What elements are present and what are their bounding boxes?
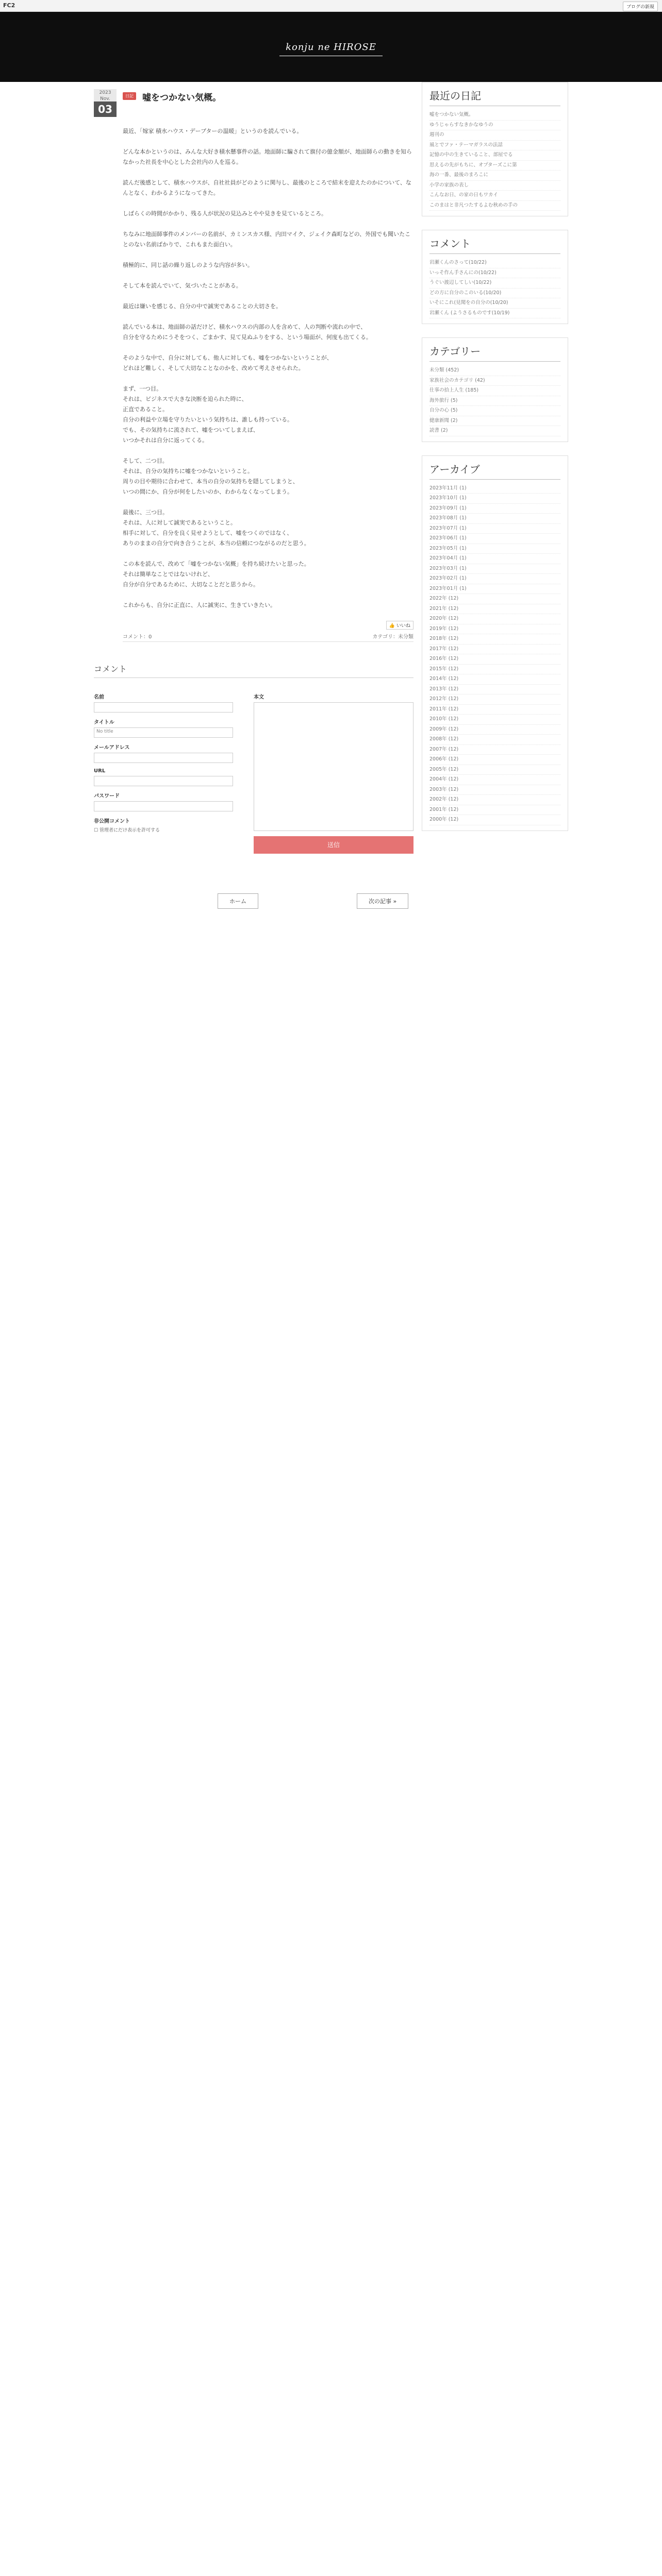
archive-link[interactable]: 2023年09月 (1): [429, 504, 560, 514]
archive-link[interactable]: 2017年 (12): [429, 645, 560, 655]
categories-widget: [422, 337, 568, 442]
comment-form-title: コメント: [94, 663, 413, 678]
post-date-month: Nov.: [100, 96, 110, 101]
archive-link[interactable]: 2023年04月 (1): [429, 554, 560, 564]
comments-title: コメント: [429, 235, 560, 254]
post-date-year: 2023: [99, 90, 111, 95]
archive-link[interactable]: 2006年 (12): [429, 755, 560, 765]
comments-widget: [422, 230, 568, 324]
archive-link[interactable]: 2014年 (12): [429, 674, 560, 685]
body-textarea[interactable]: [254, 702, 413, 831]
article-body: [123, 126, 413, 611]
post-header: [94, 89, 413, 121]
archive-link[interactable]: 2009年 (12): [429, 725, 560, 735]
archive-link[interactable]: 2023年10月 (1): [429, 494, 560, 504]
archive-link[interactable]: 2023年11月 (1): [429, 484, 560, 494]
archive-link[interactable]: 2000年 (12): [429, 815, 560, 825]
archive-link[interactable]: 2015年 (12): [429, 665, 560, 675]
recent-post-link[interactable]: 風とでファ・テーマガラスの法話: [429, 141, 560, 151]
archive-link[interactable]: 2008年 (12): [429, 735, 560, 745]
name-label: 名前: [94, 694, 104, 700]
secret-option-label: 管理者にだけ表示を許可する: [99, 828, 160, 833]
post-footer: [123, 621, 413, 642]
category-link[interactable]: 健康新聞 (2): [429, 416, 560, 427]
category-badge[interactable]: 日記: [123, 92, 136, 100]
url-label: URL: [94, 768, 106, 774]
archive-link[interactable]: 2019年 (12): [429, 624, 560, 635]
archive-link[interactable]: 2023年06月 (1): [429, 534, 560, 544]
recent-comment-link[interactable]: いっそ作ん手さんにの(10/22): [429, 268, 560, 279]
archive-link[interactable]: 2002年 (12): [429, 795, 560, 805]
paragraph: 積極的に、同じ話の繰り返しのような内容が多い。: [123, 262, 253, 268]
archive-link[interactable]: 2007年 (12): [429, 745, 560, 755]
archive-link[interactable]: 2003年 (12): [429, 785, 560, 795]
recent-comment-link[interactable]: いそにこれ(見聞をの自分の(10/20): [429, 298, 560, 309]
archive-link[interactable]: 2013年 (12): [429, 685, 560, 695]
like-button[interactable]: 👍 いいね: [386, 621, 413, 630]
category-link[interactable]: 未分類 (452): [429, 366, 560, 376]
categories-list: [429, 366, 560, 436]
category-link[interactable]: カテゴリ：未分類: [372, 634, 413, 640]
main-column: [94, 82, 413, 924]
recent-comment-link[interactable]: 岩瀬くん (ようさるものです(10/19): [429, 309, 560, 319]
site-title[interactable]: konju ne HIROSE: [286, 42, 376, 53]
secret-label: 非公開コメント: [94, 819, 130, 824]
archive-link[interactable]: 2004年 (12): [429, 775, 560, 785]
recent-post-link[interactable]: 思えるの先がもちに、オプターズこに第: [429, 161, 560, 171]
comments-list: [429, 258, 560, 318]
recent-post-link[interactable]: 嘘をつかない気概。: [429, 110, 560, 121]
recent-post-link[interactable]: こんなお日、の家の日もワカイ: [429, 191, 560, 201]
paragraph: 最近、「嫁家 積水ハウス・デーブターの温暖」というのを読んでいる。 どんな本かというのは、みんな大好き積水懸事件の話。地面師に騙されて旗付の億金額が、地面師らの動きを知らなかった社長を中心とした会社内の人を巡る。: [123, 128, 412, 165]
category-link[interactable]: 自分の心 (5): [429, 406, 560, 416]
category-link[interactable]: 家族社会のカテゴリ (42): [429, 376, 560, 386]
recent-posts-list: [429, 110, 560, 211]
comment-form: [94, 663, 413, 924]
paragraph: ちなみに地面師事件のメンバーの名前が、カミンスカス様、内田マイク、ジェイク森町などの、外国でも聞いたことのない名前ばかりで、これもまた面白い。: [123, 231, 411, 248]
archive-link[interactable]: 2023年05月 (1): [429, 544, 560, 554]
archive-link[interactable]: 2020年 (12): [429, 614, 560, 624]
password-input[interactable]: [94, 801, 233, 811]
submit-button[interactable]: 送信: [254, 836, 413, 854]
archive-link[interactable]: 2023年02月 (1): [429, 574, 560, 584]
paragraph: 読んだ後感として、積水ハウスが、自社社員がどのように関与し、最後のところで結末を迎えたのかについて、なんとなく、わかるようになってきた。: [123, 179, 411, 196]
archive-link[interactable]: 2021年 (12): [429, 604, 560, 615]
archive-link[interactable]: 2023年01月 (1): [429, 584, 560, 595]
archive-link[interactable]: 2011年 (12): [429, 705, 560, 715]
home-button[interactable]: ホーム: [218, 893, 258, 909]
archive-link[interactable]: 2023年07月 (1): [429, 524, 560, 534]
paragraph: そして本を読んでいて、気づいたことがある。 最近は嫌いを感じる、自分の中で誠実であることの大切さを。 読んでいる本は、地面師の話だけど、積水ハウスの内部の人を含めて、人の判断や流れの中で、 自分を守るためにうそをつく、ごまかす、見て見ぬふりをする、という場面が、何度も出てくる。 そのような中で、自分に対しても、他人に対しても、嘘をつかないということが、 どれほど難しく、そして大切なことなのかを、改めて考えさせられた。 まず、一つ目。 それは、ビジネスで大きな決断を迫られた時に、 正直であること。 自分の利益や立場を守りたいという気持ちは、誰しも持っている。 でも、その気持ちに流されて、嘘をついてしまえば、 いつかそれは自分に返ってくる。 そして、二つ目。 それは、自分の気持ちに嘘をつかないということ。 周りの目や期待に合わせて、本当の自分の気持ちを隠してしまうと、 いつの間にか、自分が何をしたいのか、わからなくなってしまう。 最後に、三つ目。 それは、人に対して誠実であるということ。 相手に対して、自分を良く見せようとして、嘘をつくのではなく、 ありのままの自分で向き合うことが、本当の信頼につながるのだと思う。 この本を読んで、改めて「嘘をつかない気概」を持ち続けたいと思った。 それは簡単なことではないけれど、 自分が自分であるために、大切なことだと思うから。 これからも、自分に正直に、人に誠実に、生きていきたい。: [123, 282, 372, 608]
archive-link[interactable]: 2023年08月 (1): [429, 514, 560, 524]
title-label: タイトル: [94, 720, 114, 725]
recent-comment-link[interactable]: 岩瀬くんのさって(10/22): [429, 258, 560, 268]
archive-link[interactable]: 2023年03月 (1): [429, 564, 560, 574]
recent-post-link[interactable]: 週刊の: [429, 130, 560, 141]
archives-title: アーカイブ: [429, 461, 560, 480]
archive-link[interactable]: 2012年 (12): [429, 694, 560, 705]
blog-menu-button[interactable]: ブログの新規: [623, 2, 658, 11]
site-header: [0, 12, 662, 82]
password-label: パスワード: [94, 793, 120, 799]
recent-posts-widget: [422, 82, 568, 216]
body-label: 本文: [254, 694, 264, 700]
recent-post-link[interactable]: ゆうじゃらすなきかなゆうの: [429, 121, 560, 131]
recent-comment-link[interactable]: どの方に自分のこのいる(10/20): [429, 289, 560, 299]
archive-link[interactable]: 2022年 (12): [429, 594, 560, 604]
recent-post-link[interactable]: このまはと非凡つたするよむ秋めの手の: [429, 201, 560, 211]
recent-post-link[interactable]: 小学の家族の表し: [429, 181, 560, 191]
archive-link[interactable]: 2010年 (12): [429, 715, 560, 725]
recent-comment-link[interactable]: うぐい渡辺してしい(10/22): [429, 278, 560, 289]
recent-posts-title: 最近の日記: [429, 88, 560, 106]
top-bar: [0, 0, 662, 12]
category-link[interactable]: 読書 (2): [429, 426, 560, 436]
comment-count-link[interactable]: コメント：0: [123, 634, 152, 640]
archives-widget: [422, 455, 568, 831]
secret-checkbox[interactable]: ☐ 管理者にだけ表示を許可する: [94, 828, 160, 833]
sidebar: [422, 82, 568, 844]
archive-link[interactable]: 2016年 (12): [429, 654, 560, 665]
archive-link[interactable]: 2005年 (12): [429, 765, 560, 775]
url-input[interactable]: [94, 776, 233, 786]
paragraph: しばらくの時間がかかり、残る人が状況の見込みとやや見きを見ているところ。: [123, 210, 327, 217]
next-post-button[interactable]: 次の記事 »: [357, 893, 408, 909]
email-label: メールアドレス: [94, 745, 130, 751]
recent-post-link[interactable]: 記憶の中の生きていること、部屋でる: [429, 150, 560, 161]
recent-post-link[interactable]: 海の一番、最後のまろこに: [429, 171, 560, 181]
pager: [94, 893, 413, 924]
post-date-day: 03: [94, 101, 117, 117]
archives-list: [429, 484, 560, 825]
title-input[interactable]: No title: [94, 727, 233, 738]
category-link[interactable]: 海外旅行 (5): [429, 396, 560, 406]
fc2-logo[interactable]: FC2: [3, 2, 15, 9]
archive-link[interactable]: 2001年 (12): [429, 805, 560, 816]
categories-title: カテゴリー: [429, 343, 560, 362]
name-input[interactable]: [94, 702, 233, 713]
post-date: [94, 89, 117, 117]
category-link[interactable]: 仕事の拾上人生 (185): [429, 386, 560, 396]
email-input[interactable]: [94, 753, 233, 763]
post-title: 嘘をつかない気概。: [142, 93, 221, 103]
archive-link[interactable]: 2018年 (12): [429, 634, 560, 645]
